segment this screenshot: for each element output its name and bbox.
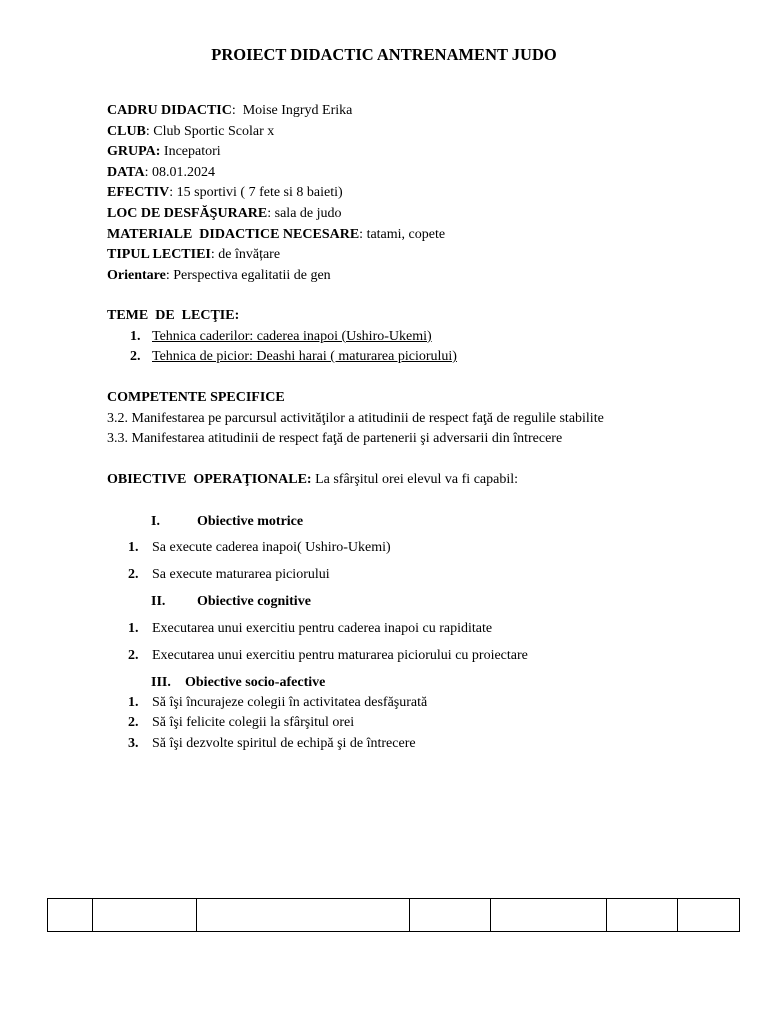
info-line-cadru-didactic [107, 101, 445, 122]
list-text: Să îşi dezvolte spiritul de echipă şi de întrecere [152, 736, 416, 751]
info-value: 08.01.2024 [151, 164, 215, 180]
info-label: DATA [107, 164, 145, 180]
subheading-title: Obiective cognitive [197, 594, 311, 609]
table-row [48, 899, 740, 932]
competence-line: 3.3. Manifestarea atitudinii de respect faţă de partenerii şi adversarii din întrecere [107, 431, 563, 447]
info-label: EFECTIV [107, 185, 170, 201]
list-number: 2. [130, 349, 141, 365]
lesson-info-block [107, 101, 445, 286]
list-text: Să îşi felicite colegii la sfârşitul orei [152, 715, 355, 730]
socio-affective-objectives-heading [151, 673, 325, 694]
list-item [107, 327, 432, 348]
document-title: PROIECT DIDACTIC ANTRENAMENT JUDO [211, 45, 557, 64]
cognitive-objectives-heading [151, 592, 311, 613]
table-cell [48, 899, 93, 932]
list-text: Sa execute maturarea piciorului [152, 567, 330, 582]
info-label: LOC DE DESFĂŞURARE [107, 205, 268, 221]
info-value: 15 sportivi ( 7 fete si 8 baieti) [176, 185, 343, 201]
list-text: Să îşi încurajeze colegii în activitatea desfăşurată [152, 695, 428, 710]
motor-objectives-heading [151, 512, 303, 533]
info-label: MATERIALE DIDACTICE NECESARE [107, 226, 360, 242]
info-value: Perspectiva egalitatii de gen [173, 267, 331, 283]
competence-line: 3.2. Manifestarea pe parcursul activităţilor a atitudinii de respect faţă de regulile stabilite [107, 410, 604, 426]
themes-heading: TEME DE LECŢIE: [107, 308, 240, 323]
table-cell [410, 899, 491, 932]
info-separator: : [145, 123, 154, 139]
info-line-loc [107, 204, 445, 225]
info-value: Club Sportic Scolar x [153, 123, 275, 139]
list-text: Executarea unui exercitiu pentru caderea inapoi cu rapiditate [152, 621, 493, 636]
info-label: CLUB [107, 123, 146, 139]
table-cell [491, 899, 607, 932]
list-number: 3. [128, 736, 139, 751]
list-number: 1. [130, 328, 141, 344]
table-cell [197, 899, 410, 932]
table-cell [678, 899, 740, 932]
info-line-orientare [107, 266, 445, 287]
objectives-intro: La sfârşitul orei elevul va fi capabil: [311, 472, 519, 487]
info-line-club [107, 122, 445, 143]
info-line-materiale [107, 225, 445, 246]
list-number: 2. [128, 567, 139, 582]
objectives-heading-line [107, 470, 518, 491]
info-label: TIPUL LECTIEI [107, 247, 211, 263]
info-label: GRUPA: [107, 144, 161, 160]
list-number: 1. [128, 540, 139, 555]
list-text: Tehnica caderilor: caderea inapoi (Ushiro-Ukemi) [152, 328, 432, 344]
table-cell [607, 899, 678, 932]
info-value: Incepatori [163, 144, 221, 160]
info-value: sala de judo [274, 205, 342, 221]
lesson-plan-table [47, 898, 740, 932]
competences-section [107, 388, 604, 450]
roman-numeral: III. [151, 675, 171, 690]
info-line-efectiv [107, 183, 445, 204]
info-label: Orientare [107, 267, 166, 283]
list-number: 2. [128, 648, 139, 663]
list-text: Executarea unui exercitiu pentru maturarea piciorului cu proiectare [152, 648, 528, 663]
info-line-grupa [107, 142, 445, 163]
info-value: Moise Ingryd Erika [242, 103, 353, 118]
info-separator: : [144, 164, 152, 180]
list-text: Tehnica de picior: Deashi harai ( maturarea piciorului) [152, 349, 457, 365]
list-text: Sa execute caderea inapoi( Ushiro-Ukemi) [152, 540, 391, 555]
info-line-tipul-lectiei [107, 245, 445, 266]
info-value: tatami, copete [366, 226, 446, 242]
info-separator: : [165, 267, 174, 283]
info-separator: : [169, 185, 177, 201]
info-separator: : [359, 226, 367, 242]
list-item [107, 347, 457, 368]
roman-numeral: II. [151, 594, 166, 609]
roman-numeral: I. [151, 514, 160, 529]
table-cell [93, 899, 197, 932]
lesson-themes-section [107, 306, 457, 368]
info-separator: : [231, 103, 243, 118]
info-separator: : [267, 205, 275, 221]
list-number: 1. [128, 621, 139, 636]
info-separator: : [210, 247, 219, 263]
list-number: 1. [128, 695, 139, 710]
info-label: CADRU DIDACTIC [107, 103, 232, 118]
list-number: 2. [128, 715, 139, 730]
subheading-title: Obiective socio-afective [185, 675, 326, 690]
info-line-data [107, 163, 445, 184]
info-value: de învățare [218, 247, 281, 263]
subheading-title: Obiective motrice [197, 514, 304, 529]
objectives-heading: OBIECTIVE OPERAŢIONALE: [107, 472, 312, 487]
competences-heading: COMPETENTE SPECIFICE [107, 390, 285, 405]
